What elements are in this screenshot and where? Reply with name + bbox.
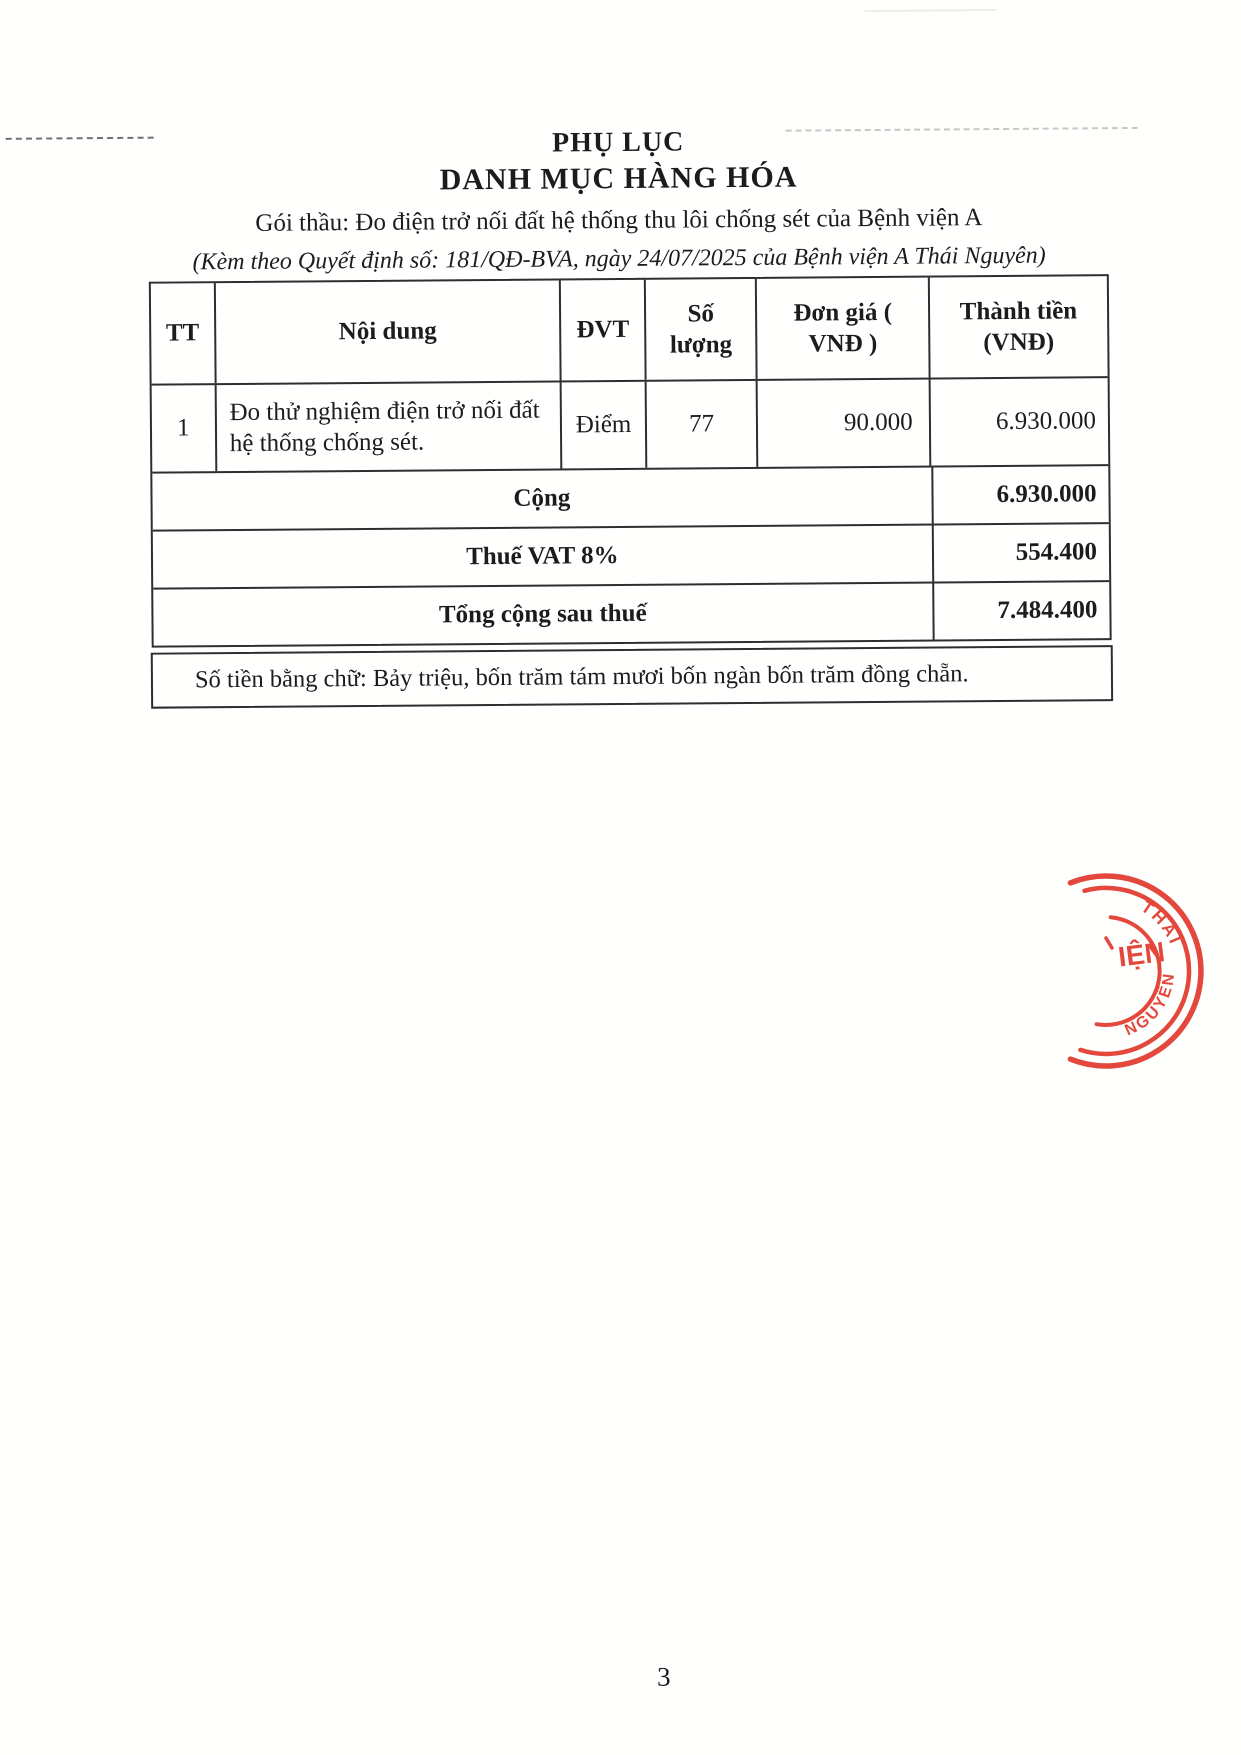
scan-artifact-line (865, 9, 997, 12)
amount-in-words-text: Số tiền bằng chữ: Bảy triệu, bốn trăm tám mươi bốn ngàn bốn trăm đồng chẵn. (194, 660, 969, 694)
row-noi-dung: Đo thử nghiệm điện trở nối đất hệ thống chống sét. (214, 382, 560, 471)
summary-amount: 554.400 (931, 524, 1109, 581)
header-noi-dung: Nội dung (214, 280, 560, 383)
summary-row-cong (152, 464, 1108, 530)
row-so-luong: 77 (645, 381, 757, 468)
header-dvt: ĐVT (559, 280, 644, 381)
stamp-arc-bottom-text: NGUYÊN (1122, 970, 1179, 1040)
table-header-row (151, 276, 1108, 384)
summary-row-vat (153, 522, 1109, 588)
summary-row-total (153, 580, 1109, 646)
goods-table (149, 274, 1112, 648)
header-don-gia: Đơn giá ( VNĐ ) (755, 278, 928, 379)
page-subtitle: DANH MỤC HÀNG HÓA (439, 160, 798, 197)
summary-label: Tổng cộng sau thuế (438, 600, 647, 629)
summary-amount: 6.930.000 (931, 466, 1109, 523)
row-tt: 1 (176, 414, 190, 442)
table-row (152, 376, 1109, 472)
summary-amount: 7.484.400 (932, 582, 1110, 639)
stamp-arc-top-text: THÁI (1137, 897, 1186, 949)
page-number: 3 (656, 1661, 671, 1692)
page-title: PHỤ LỤC (551, 126, 685, 159)
row-dvt: Điểm (560, 382, 645, 469)
row-thanh-tien: 6.930.000 (928, 378, 1108, 465)
header-so-luong: Số lượng (644, 279, 756, 380)
header-thanh-tien: Thành tiền (VNĐ) (928, 276, 1108, 377)
row-don-gia: 90.000 (756, 380, 929, 467)
summary-label: Thuế VAT 8% (466, 542, 619, 571)
reference-line: (Kèm theo Quyết định số: 181/QĐ-BVA, ngày 24/07/2025 của Bệnh viện A Thái Nguyên) (192, 242, 1046, 276)
stamp-center-text: IỆN (1116, 936, 1167, 973)
package-line: Gói thầu: Đo điện trở nối đất hệ thống thu lôi chống sét của Bệnh viện A (255, 204, 983, 237)
summary-label: Cộng (513, 484, 571, 513)
header-tt: TT (165, 319, 200, 347)
amount-in-words-row (151, 645, 1113, 709)
